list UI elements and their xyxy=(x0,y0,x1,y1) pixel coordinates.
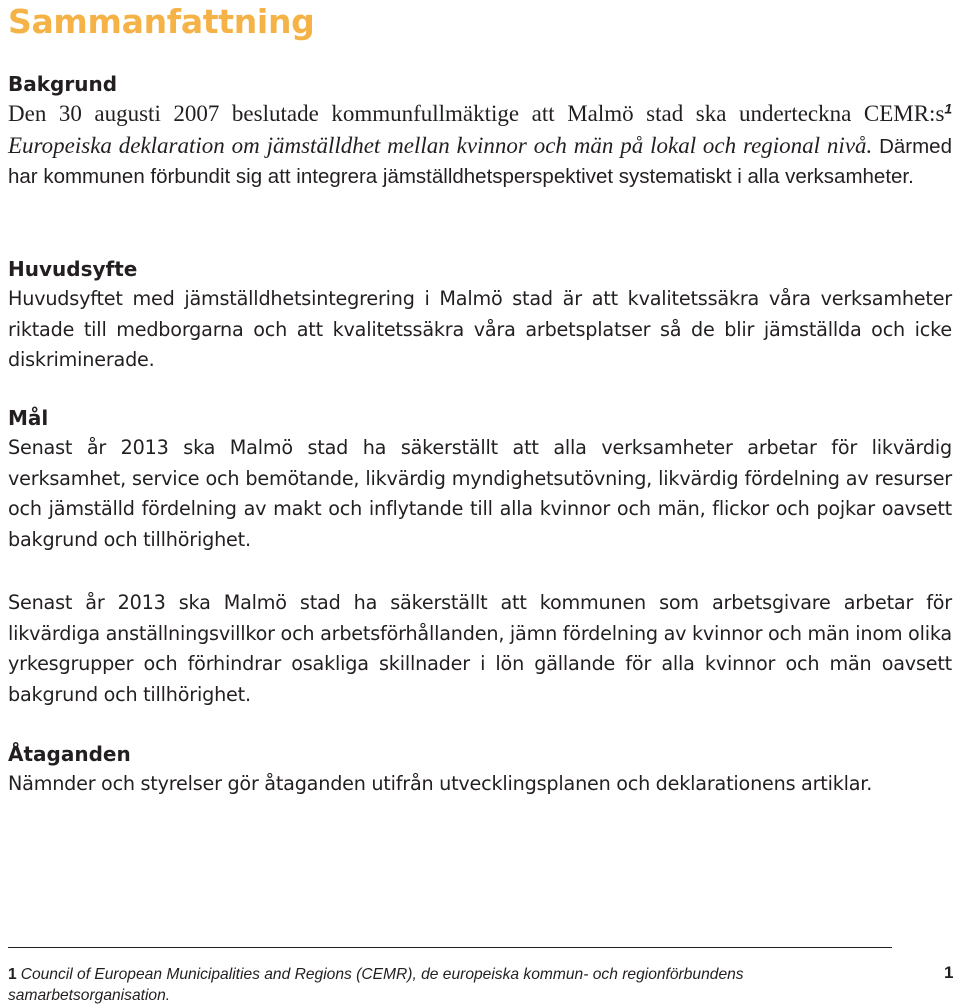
footnote-divider xyxy=(8,947,892,948)
section-ataganden xyxy=(8,739,952,800)
section-heading-ataganden: Åtaganden xyxy=(8,742,131,766)
footnote xyxy=(8,964,888,1006)
section-text-bakgrund xyxy=(8,99,952,193)
section-huvudsyfte xyxy=(8,254,952,376)
section-heading-bakgrund: Bakgrund xyxy=(8,72,118,96)
section-mal xyxy=(8,403,952,555)
section-text-mal-1: Senast år 2013 ska Malmö stad ha säkerställt att alla verksamheter arbetar för likvärdig verksamhet, service och bemötande, likvärdig myndighetsutövning, likvärdig fördelning av resurser och jämställd fördelning av makt och inflytande till alla kvinnor och män, flickor och pojkar oavsett bakgrund och tillhörighet. xyxy=(8,436,952,551)
section-mal-continued xyxy=(8,588,952,710)
footnote-text: Council of European Municipalities and Regions (CEMR), de europeiska kommun- och regionförbundens samarbetsorganisation. xyxy=(8,966,744,1004)
section-bakgrund xyxy=(8,69,952,193)
section-text-ataganden: Nämnder och styrelser gör åtaganden utifrån utvecklingsplanen och deklarationens artiklar. xyxy=(8,772,873,795)
section-text-mal-2: Senast år 2013 ska Malmö stad ha säkerställt att kommunen som arbetsgivare arbetar för likvärdiga anställningsvillkor och arbetsförhållanden, jämn fördelning av kvinnor och män inom olika yrkesgrupper och förhindrar osakliga skillnader i lön gällande för alla kvinnor och män oavsett bakgrund och tillhörighet. xyxy=(8,591,952,706)
page-title: Sammanfattning xyxy=(8,2,315,41)
footnote-reference[interactable]: 1 xyxy=(944,100,952,117)
bakgrund-text-intro: Den 30 augusti 2007 beslutade kommunfullmäktige att Malmö stad ska underteckna CEMR:s xyxy=(8,101,945,126)
section-text-huvudsyfte: Huvudsyftet med jämställdhetsintegrering i Malmö stad är att kvalitetssäkra våra verksamheter riktade till medborgarna och att kvalitetssäkra våra arbetsplatser så de blir jämställda och icke diskriminerade. xyxy=(8,287,952,371)
page-number: 1 xyxy=(944,963,954,982)
section-heading-mal: Mål xyxy=(8,406,49,430)
footnote-number: 1 xyxy=(8,966,17,983)
bakgrund-text-declaration: Europeiska deklaration om jämställdhet mellan kvinnor och män på lokal och regional nivå. xyxy=(8,132,873,158)
bakgrund-text-conclusion: Därmed har kommunen förbundit sig att integrera jämställdhetsperspektivet systematiskt i alla verksamheter. xyxy=(8,134,952,188)
section-heading-huvudsyfte: Huvudsyfte xyxy=(8,257,138,281)
